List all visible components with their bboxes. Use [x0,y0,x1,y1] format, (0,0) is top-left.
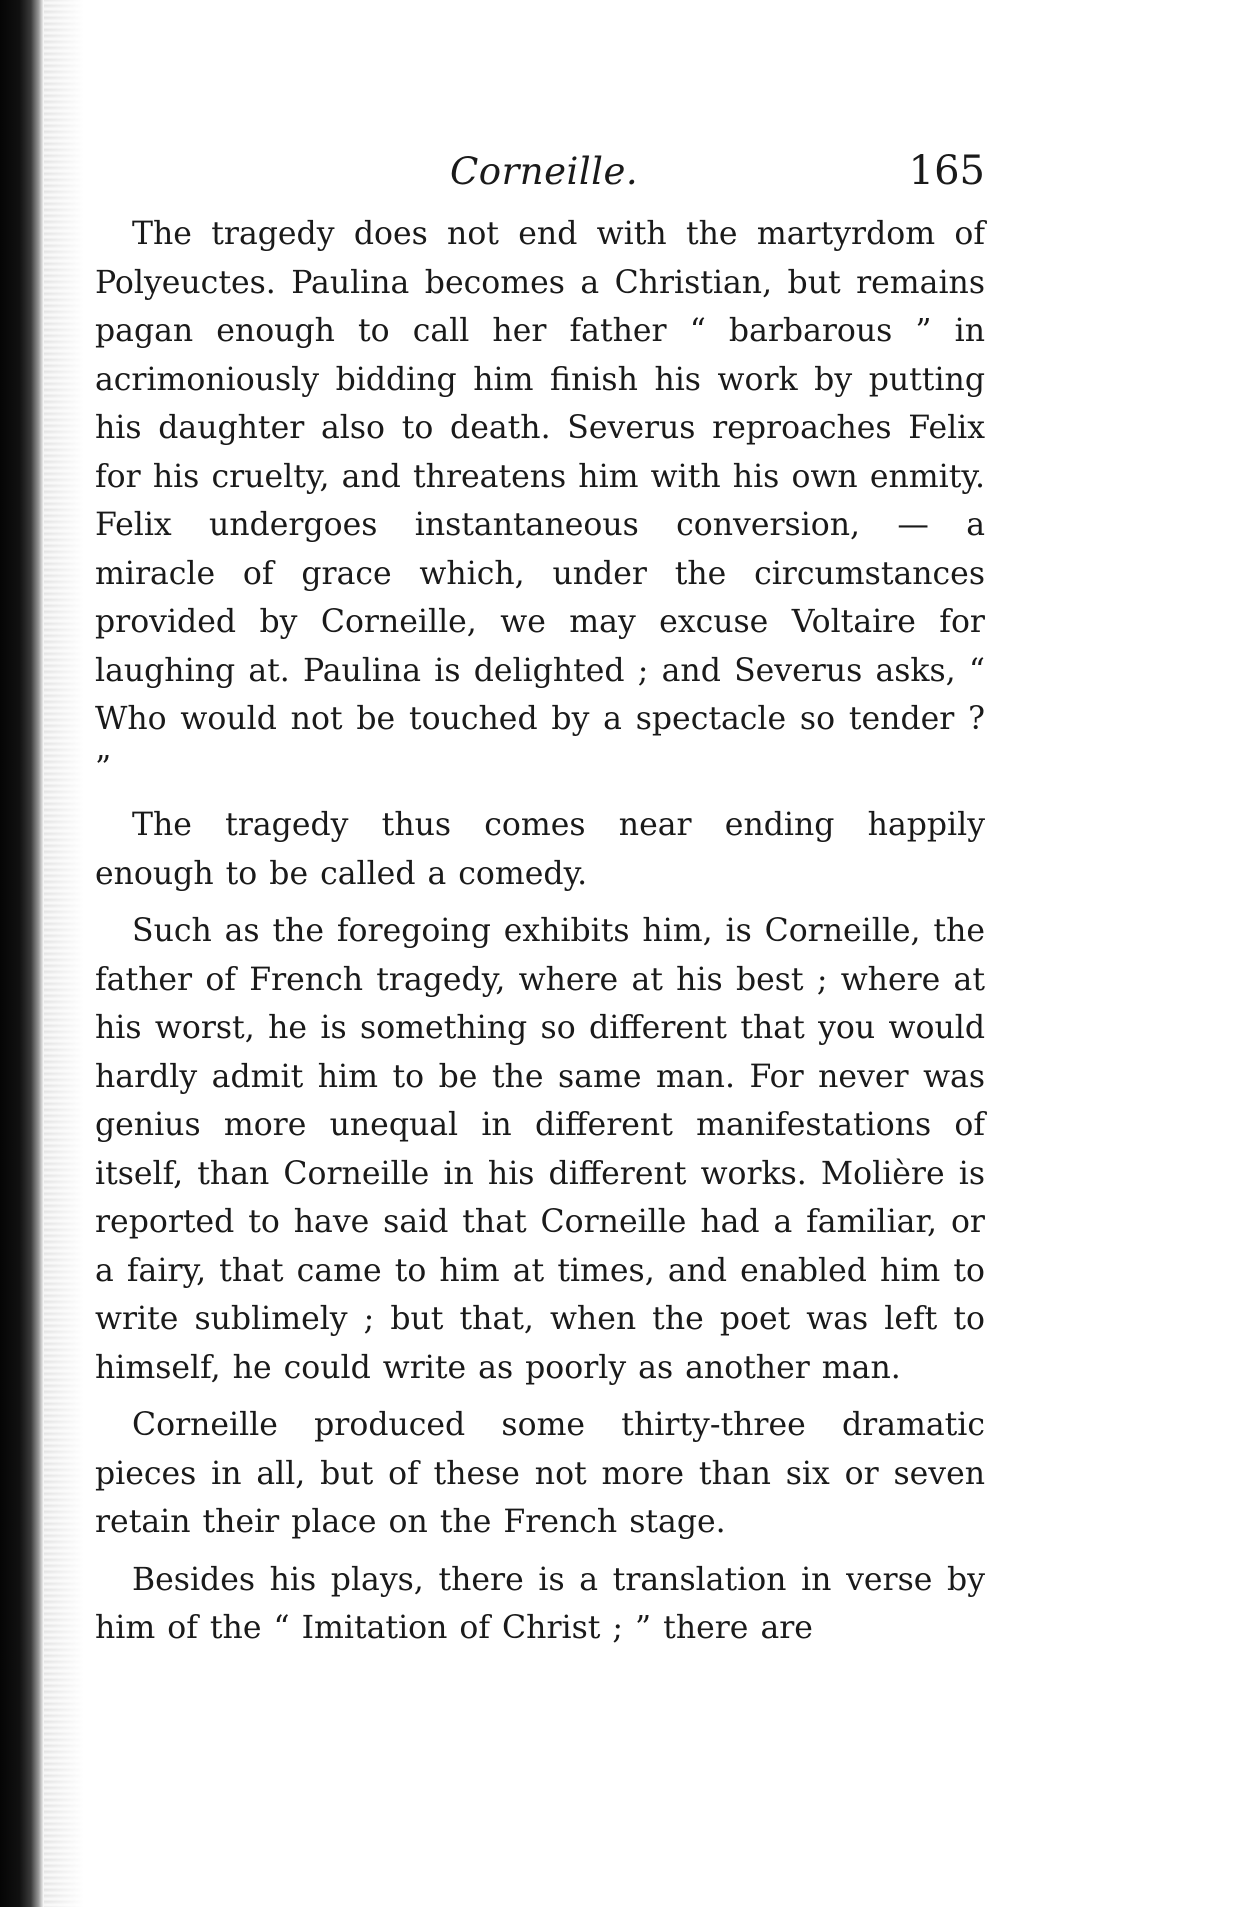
paragraph: Besides his plays, there is a translation in verse by him of the “ Imitation of Christ ; ” there are [95,1561,985,1646]
paragraph: Such as the foregoing exhibits him, is Corneille, the father of French tragedy, where at his best ; where at his worst, he is something so different that you would hardly admit him to be the same man. For never was genius more unequal in different manifestations of itself, than Corneille in his different works. Molière is reported to have said that Corneille had a familiar, or a fairy, that came to him at times, and enabled him to write sublimely ; but that, when the poet was left to himself, he could write as poorly as another man. [95,913,985,1386]
book-page [95,140,985,1662]
paragraph: The tragedy does not end with the martyrdom of Polyeuctes. Paulina becomes a Christian, but remains pagan enough to call her father “ barbarous ” in acrimoniously bidding him finish his work by putting his daughter also to death. Severus reproaches Felix for his cruelty, and threatens him with his own enmity. Felix undergoes instantaneous conversion, — a miracle of grace which, under the circumstances provided by Corneille, we may excuse Voltaire for laughing at. Paulina is delighted ; and Severus asks, “ Who would not be touched by a spectacle so tender ? ” [95,216,985,786]
page-number: 165 [908,148,985,194]
body-text [95,210,985,1653]
paragraph: Corneille produced some thirty-three dramatic pieces in all, but of these not more than six or seven retain their place on the French stage. [95,1407,985,1540]
book-spine-shadow [0,0,44,1907]
page-gutter-edge [44,0,84,1907]
page-header [95,140,985,210]
running-title: Corneille. [450,150,639,193]
paragraph: The tragedy thus comes near ending happily enough to be called a comedy. [95,807,985,892]
